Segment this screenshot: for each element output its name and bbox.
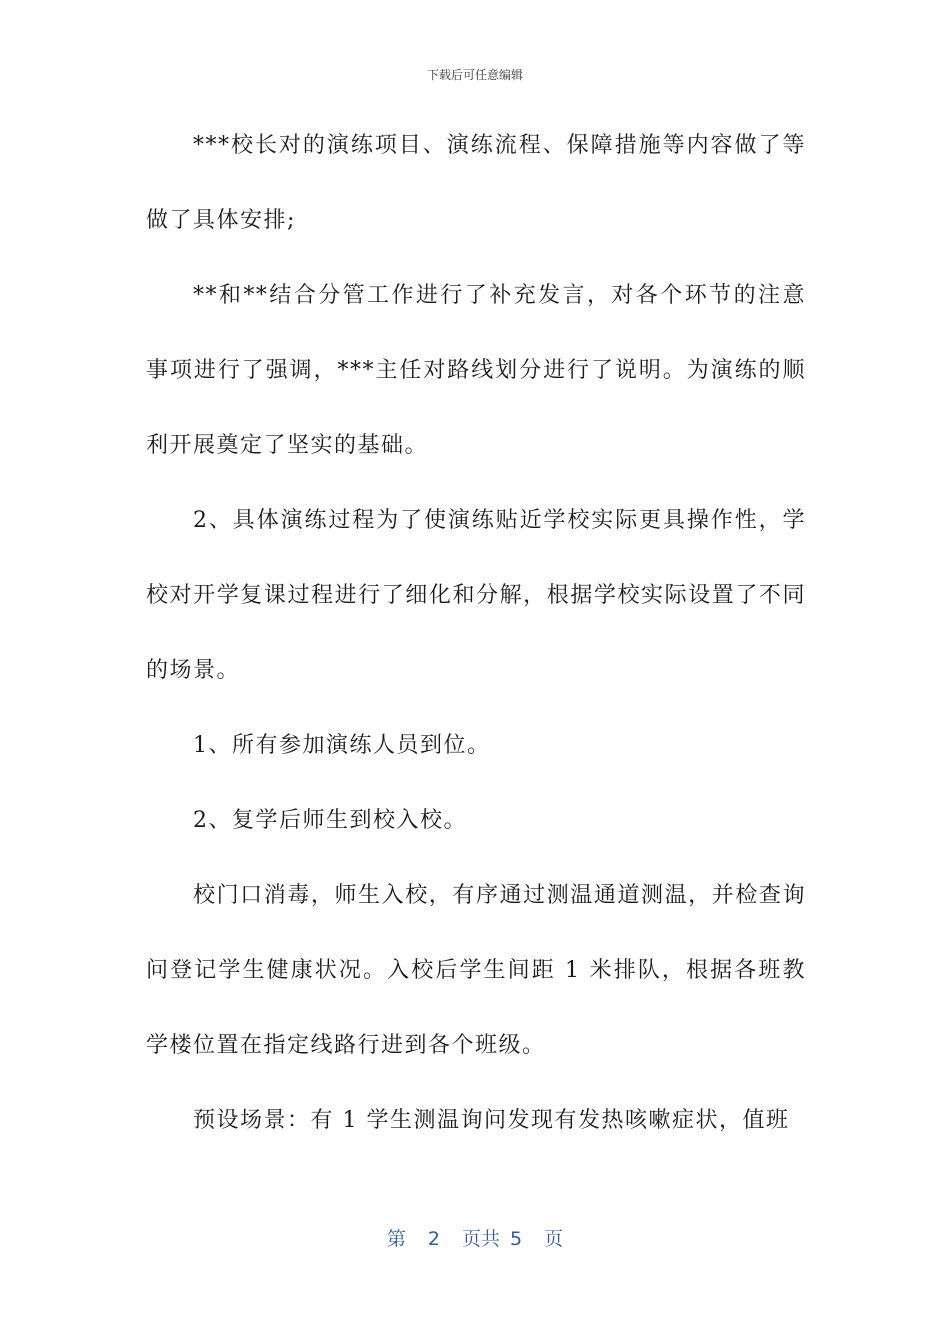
paragraph: 校门口消毒，师生入校，有序通过测温通道测温，并检查询问登记学生健康状况。入校后学生间距 1 米排队，根据各班教学楼位置在指定线路行进到各个班级。 — [146, 883, 806, 1058]
paragraph: 预设场景：有 1 学生测温询问发现有发热咳嗽症状，值班 — [193, 1108, 790, 1133]
paragraph: ***校长对的演练项目、演练流程、保障措施等内容做了等做了具体安排; — [146, 133, 806, 233]
paragraph: **和**结合分管工作进行了补充发言，对各个环节的注意事项进行了强调，***主任对路线划分进行了说明。为演练的顺利开展奠定了坚实的基础。 — [146, 283, 806, 458]
footer-prefix: 第 — [386, 1228, 406, 1250]
footer-suffix: 页 — [544, 1228, 564, 1250]
footer-current-page: 2 — [427, 1228, 440, 1250]
footer-total-pages: 5 — [510, 1228, 523, 1250]
footer-middle: 页共 — [461, 1228, 500, 1250]
paragraph: 2、复学后师生到校入校。 — [193, 808, 467, 833]
page-header: 下载后可任意编辑 — [426, 68, 523, 82]
paragraph: 1、所有参加演练人员到位。 — [193, 733, 491, 758]
document-body — [146, 108, 806, 1158]
page-footer — [0, 1226, 950, 1252]
paragraph: 2、具体演练过程为了使演练贴近学校实际更具操作性，学校对开学复课过程进行了细化和分解，根据学校实际设置了不同的场景。 — [146, 508, 806, 683]
